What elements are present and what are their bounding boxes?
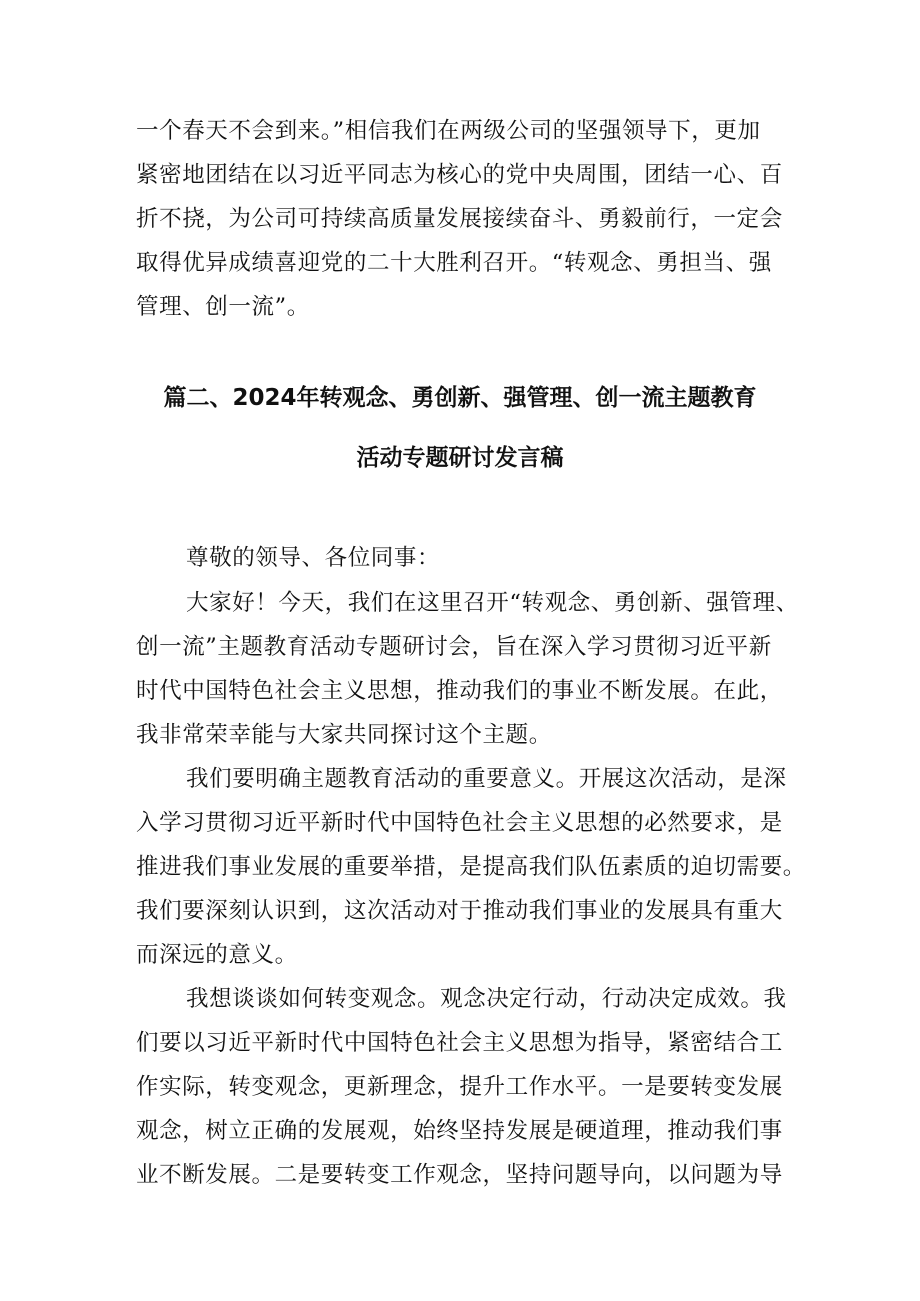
paragraph-line: 管理、创一流”。 [136, 294, 310, 320]
paragraph-line: 我们要明确主题教育活动的重要意义。开展这次活动，是深 [186, 766, 787, 792]
salutation: 尊敬的领导、各位同事： [186, 545, 441, 571]
paragraph-line: 作实际，转变观念，更新理念，提升工作水平。一是要转变发展 [136, 1074, 783, 1100]
paragraph-line: 时代中国特色社会主义思想，推动我们的事业不断发展。在此， [136, 678, 783, 704]
paragraph-line: 一个春天不会到来。”相信我们在两级公司的坚强领导下，更加 [136, 118, 761, 144]
section-heading-line-2: 活动专题研讨发言稿 [356, 445, 564, 471]
paragraph-line: 观念，树立正确的发展观，始终坚持发展是硬道理，推动我们事 [136, 1118, 783, 1144]
paragraph-line: 而深远的意义。 [136, 942, 298, 968]
paragraph-line: 折不挠，为公司可持续高质量发展接续奋斗、勇毅前行，一定会 [136, 206, 783, 232]
paragraph-line: 业不断发展。二是要转变工作观念，坚持问题导向，以问题为导 [136, 1162, 783, 1188]
paragraph-line: 我非常荣幸能与大家共同探讨这个主题。 [136, 722, 552, 748]
paragraph-line: 入学习贯彻习近平新时代中国特色社会主义思想的必然要求，是 [136, 810, 783, 836]
paragraph-line: 紧密地团结在以习近平同志为核心的党中央周围，团结一心、百 [136, 162, 783, 188]
paragraph-line: 我们要深刻认识到，这次活动对于推动我们事业的发展具有重大 [136, 898, 783, 924]
section-heading-line-1: 篇二、2024年转观念、勇创新、强管理、创一流主题教育 [163, 385, 757, 411]
paragraph-line: 创一流”主题教育活动专题研讨会，旨在深入学习贯彻习近平新 [136, 634, 772, 660]
paragraph-line: 们要以习近平新时代中国特色社会主义思想为指导，紧密结合工 [136, 1030, 783, 1056]
paragraph-line: 取得优异成绩喜迎党的二十大胜利召开。“转观念、勇担当、强 [136, 250, 772, 276]
paragraph-line: 推进我们事业发展的重要举措，是提高我们队伍素质的迫切需要。 [136, 854, 806, 880]
paragraph-line: 我想谈谈如何转变观念。观念决定行动，行动决定成效。我 [186, 986, 787, 1012]
paragraph-line: 大家好！今天，我们在这里召开“转观念、勇创新、强管理、 [186, 590, 799, 616]
